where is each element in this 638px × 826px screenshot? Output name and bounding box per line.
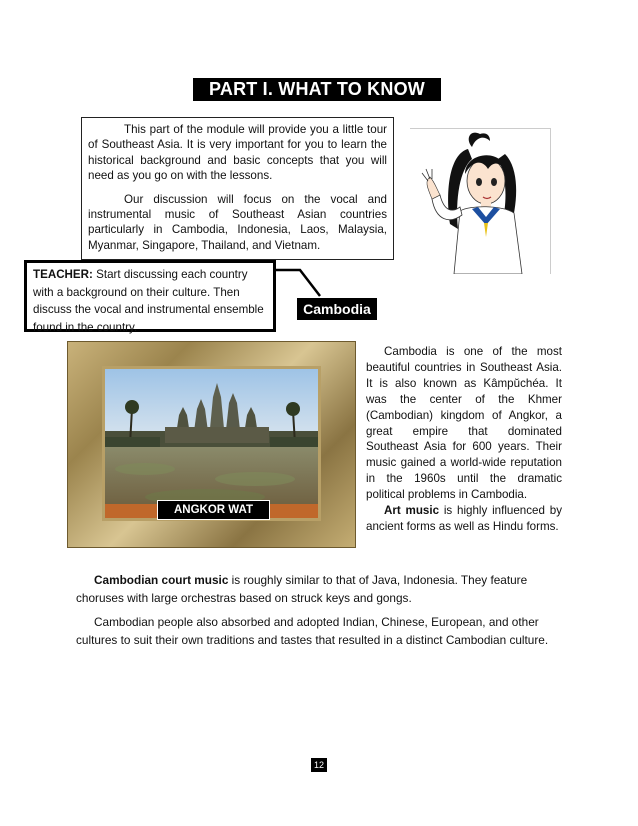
court-music-paragraph: [76, 572, 562, 607]
intro-box: [81, 117, 394, 260]
court-music-term: Cambodian court music: [94, 573, 229, 587]
student-illustration: [410, 128, 551, 274]
culture-paragraph: Cambodian people also absorbed and adopted Indian, Chinese, European, and other cultures to suit their own traditions and tastes that resulted in a distinct Cambodian culture.: [76, 615, 549, 647]
teacher-label: TEACHER:: [33, 268, 93, 281]
art-music-term: Art music: [384, 504, 440, 518]
art-music-paragraph: [366, 503, 562, 535]
art-music-text: is highly influenced by ancient forms as well as Hindu forms.: [366, 504, 562, 533]
page-title: PART I. WHAT TO KNOW: [193, 78, 441, 101]
teacher-text: Start discussing each country with a background on their culture. Then discuss the vocal and instrumental ensemble found in the country.: [33, 268, 264, 334]
page-number: 12: [311, 758, 327, 772]
callout-pointer: [270, 266, 350, 302]
intro-paragraph-1: This part of the module will provide you a little tour of Southeast Asia. It is very important for you to learn the historical background and basic concepts that you will need as you go on with the lessons.: [88, 123, 387, 183]
teacher-note: [24, 260, 276, 332]
section-heading: Cambodia: [297, 298, 377, 320]
photo-caption: ANGKOR WAT: [157, 500, 270, 520]
cambodia-paragraph: Cambodia is one of the most beautiful countries in Southeast Asia. It is also known as Kâmpŭchéa. It was the center of the Khmer (Cambodian) kingdom of Angkor, a great empire that dominated Southeast Asia for 600 years. Their music gained a world-wide reputation in the 1960s until the dramatic political problems in Cambodia.: [366, 345, 562, 502]
intro-paragraph-2: Our discussion will focus on the vocal and instrumental music of Southeast Asian countries particularly in Cambodia, Indonesia, Laos, Malaysia, Myanmar, Singapore, Thailand, and Vietnam.: [88, 192, 387, 252]
court-music-text: is roughly similar to that of Java, Indonesia. They feature choruses with large orchestras based on struck keys and gongs.: [76, 573, 528, 605]
cambodia-description: [366, 344, 562, 535]
angkor-wat-photo: [102, 366, 321, 521]
